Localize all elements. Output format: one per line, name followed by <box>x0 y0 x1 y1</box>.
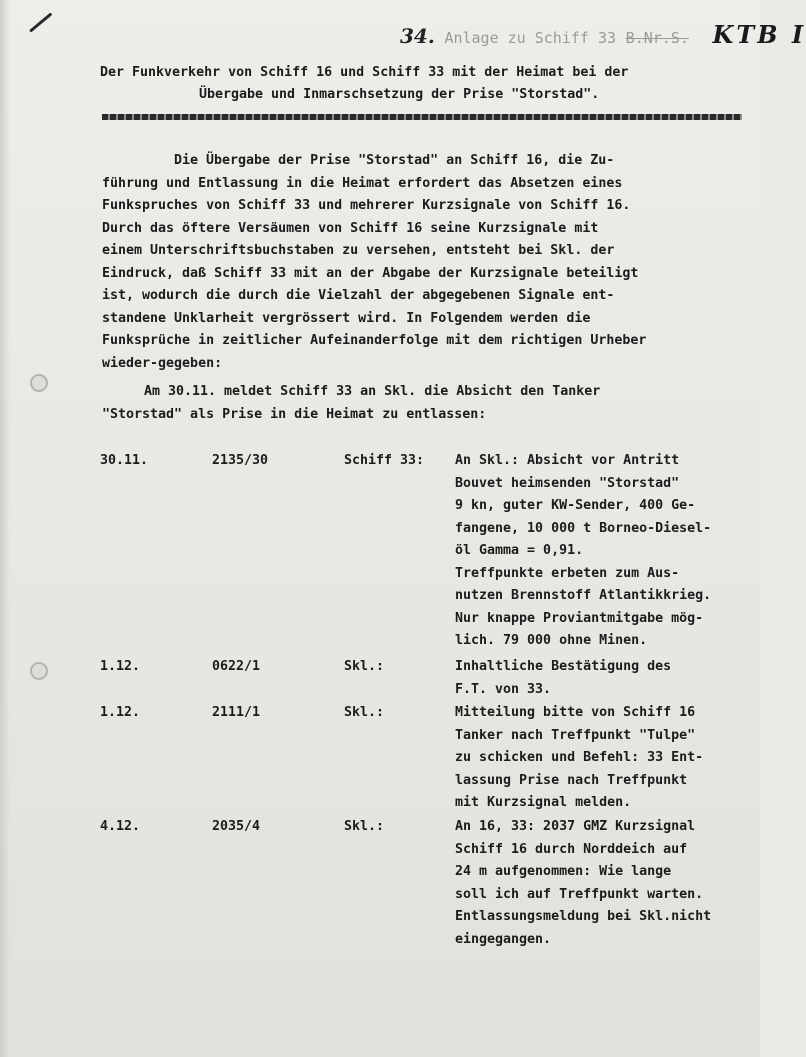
punch-hole-lower <box>30 662 48 680</box>
margin-pen-mark <box>29 12 52 32</box>
punch-hole-upper <box>30 374 48 392</box>
message-line: 9 kn, guter KW-Sender, 400 Ge- <box>455 498 696 513</box>
document-title <box>100 62 760 106</box>
intro-line: einem Unterschriftsbuchstaben zu versehen, entsteht bei Skl. der <box>102 243 615 258</box>
entry-time: 2035/4 <box>212 819 261 834</box>
entry-message <box>455 450 711 653</box>
entry-time: 0622/1 <box>212 659 261 674</box>
intro-line: wieder-gegeben: <box>102 355 223 371</box>
header-annotation <box>400 20 806 49</box>
intro-paragraph <box>102 150 742 375</box>
entry-message <box>455 702 703 815</box>
message-line: Mitteilung bitte von Schiff 16 <box>455 705 696 720</box>
page-number: 34. <box>400 24 435 48</box>
message-line: Nur knappe Proviantmitgabe mög- <box>455 610 704 626</box>
message-line: fangene, 10 000 t Borneo-Diesel- <box>455 520 712 536</box>
handwritten-ktb-mark: KTB I <box>712 20 806 49</box>
entry-time: 2135/30 <box>212 453 269 468</box>
entry-sender: Schiff 33: <box>344 453 425 468</box>
message-line: Inhaltliche Bestätigung des <box>455 659 672 674</box>
page-edge-shadow <box>0 0 10 1057</box>
intro2-line: "Storstad" als Prise in die Heimat zu entlassen: <box>102 406 487 422</box>
message-line: zu schicken und Befehl: 33 Ent- <box>455 750 704 765</box>
message-line: mit Kurzsignal melden. <box>455 795 632 810</box>
entry-sender: Skl.: <box>344 659 385 674</box>
intro-line: führung und Entlassung in die Heimat erfordert das Absetzen eines <box>102 175 623 191</box>
message-line: eingegangen. <box>455 931 552 947</box>
annex-reference: Anlage zu Schiff 33 <box>444 29 617 47</box>
struck-reference: B.Nr.S. <box>625 29 689 47</box>
entry-date: 1.12. <box>100 705 141 720</box>
entry-message <box>455 656 671 701</box>
intro-line: Durch das öftere Versäumen von Schiff 16 seine Kurzsignale mit <box>102 220 599 236</box>
intro-line: ist, wodurch die durch die Vielzahl der abgegebenen Signale ent- <box>102 288 615 303</box>
entry-date: 1.12. <box>100 659 141 674</box>
title-line-2: Übergabe und Inmarschsetzung der Prise "Storstad". <box>199 87 600 102</box>
message-line: öl Gamma = 0,91. <box>455 543 584 558</box>
message-line: F.T. von 33. <box>455 681 552 697</box>
message-line: lassung Prise nach Treffpunkt <box>455 772 688 788</box>
intro-line: standene Unklarheit vergrössert wird. In Folgendem werden die <box>102 310 591 326</box>
entry-sender: Skl.: <box>344 819 385 834</box>
intro-line: Funkspruches von Schiff 33 und mehrerer Kurzsignale von Schiff 16. <box>102 198 631 213</box>
intro-paragraph-2 <box>102 381 742 426</box>
message-line: Schiff 16 durch Norddeich auf <box>455 841 688 857</box>
message-line: An Skl.: Absicht vor Antritt <box>455 453 680 468</box>
intro-line: Eindruck, daß Schiff 33 mit an der Abgabe der Kurzsignale beteiligt <box>102 265 639 281</box>
message-line: 24 m aufgenommen: Wie lange <box>455 864 672 879</box>
message-line: An 16, 33: 2037 GMZ Kurzsignal <box>455 819 696 834</box>
intro2-line: Am 30.11. meldet Schiff 33 an Skl. die Absicht den Tanker <box>144 384 601 399</box>
message-line: Entlassungsmeldung bei Skl.nicht <box>455 909 712 924</box>
entry-time: 2111/1 <box>212 705 261 720</box>
entry-date: 4.12. <box>100 819 141 834</box>
title-underline-rule <box>102 114 742 120</box>
intro-line: Funksprüche in zeitlicher Aufeinanderfolge mit dem richtigen Urheber <box>102 333 647 348</box>
title-line-1: Der Funkverkehr von Schiff 16 und Schiff 33 mit der Heimat bei der <box>100 65 629 80</box>
message-line: Tanker nach Treffpunkt "Tulpe" <box>455 727 696 743</box>
message-line: Bouvet heimsenden "Storstad" <box>455 475 680 491</box>
message-line: soll ich auf Treffpunkt warten. <box>455 886 704 902</box>
intro-line: Die Übergabe der Prise "Storstad" an Schiff 16, die Zu- <box>174 153 615 168</box>
message-line: lich. 79 000 ohne Minen. <box>455 633 648 648</box>
entry-sender: Skl.: <box>344 705 385 720</box>
entry-message <box>455 816 711 951</box>
message-line: nutzen Brennstoff Atlantikkrieg. <box>455 588 712 603</box>
entry-date: 30.11. <box>100 453 149 468</box>
message-line: Treffpunkte erbeten zum Aus- <box>455 565 680 581</box>
